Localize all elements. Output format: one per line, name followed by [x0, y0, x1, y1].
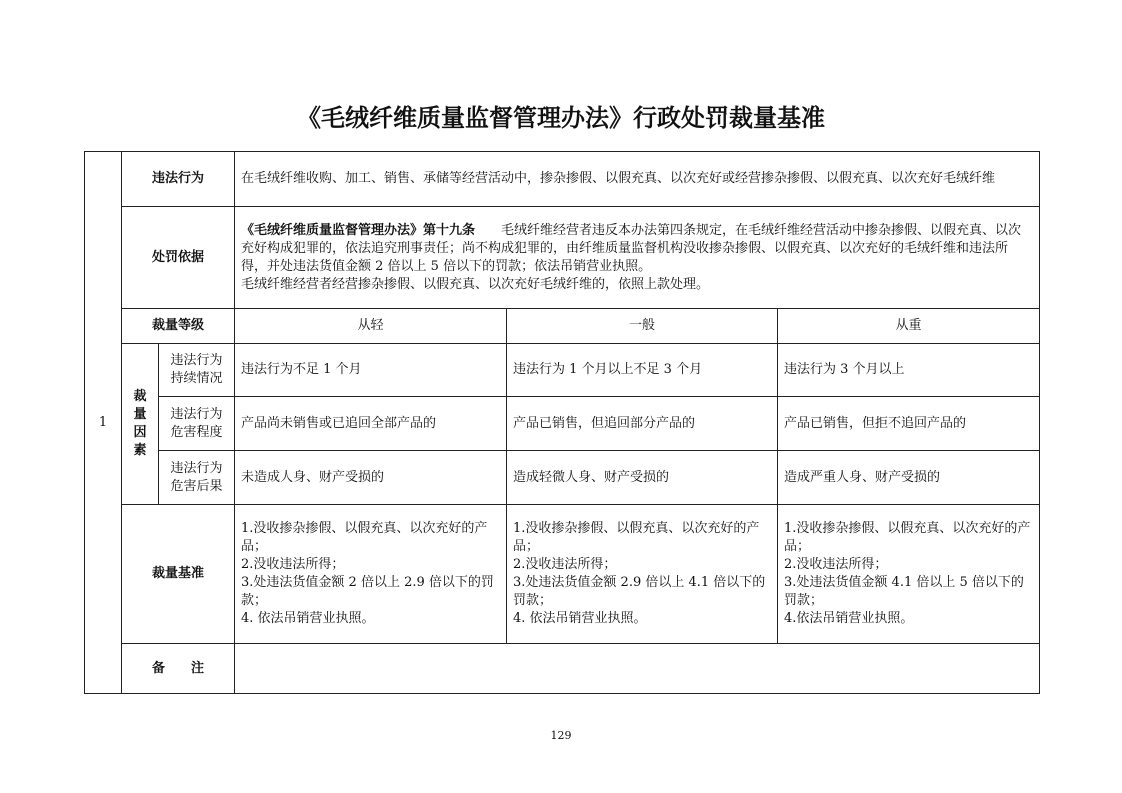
- factor-value: 违法行为 3 个月以上: [778, 344, 1040, 397]
- page-number: 129: [550, 729, 572, 742]
- remark-label: 备 注: [122, 644, 235, 694]
- factor-value: 违法行为不足 1 个月: [235, 344, 507, 397]
- factor-value: 产品已销售，但追回部分产品的: [507, 397, 778, 451]
- level-heavy: 从重: [778, 309, 1040, 344]
- level-normal: 一般: [507, 309, 778, 344]
- basis-text-2: 毛绒纤维经营者经营掺杂掺假、以假充真、以次充好毛绒纤维的，依照上款处理。: [241, 276, 710, 292]
- factor-name: 违法行为危害后果: [159, 451, 235, 505]
- discretion-table: [84, 151, 1040, 694]
- factor-value: 未造成人身、财产受损的: [235, 451, 507, 505]
- standard-label: 裁量基准: [122, 505, 235, 644]
- basis-text-1: 毛绒纤维经营者违反本办法第四条规定，在毛绒纤维经营活动中掺杂掺假、以假充真、以次充好构成犯罪的，依法追究刑事责任；尚不构成犯罪的，由纤维质量监督机构没收掺杂掺假、以假充真、以次充好的毛绒纤维和违法所得，并处违法货值金额 2 倍以上 5 倍以下的罚款；依法吊销营业执照。: [241, 222, 1022, 274]
- page-title: 《毛绒纤维质量监督管理办法》行政处罚裁量基准: [297, 103, 825, 132]
- basis-label: 处罚依据: [122, 207, 235, 309]
- violation-label: 违法行为: [122, 152, 235, 207]
- violation-text: 在毛绒纤维收购、加工、销售、承储等经营活动中，掺杂掺假、以假充真、以次充好或经营掺杂掺假、以假充真、以次充好毛绒纤维: [235, 152, 1040, 207]
- factor-value: 违法行为 1 个月以上不足 3 个月: [507, 344, 778, 397]
- level-label: 裁量等级: [122, 309, 235, 344]
- level-light: 从轻: [235, 309, 507, 344]
- factor-value: 产品已销售，但拒不追回产品的: [778, 397, 1040, 451]
- factor-name: 违法行为危害程度: [159, 397, 235, 451]
- factor-name: 违法行为持续情况: [159, 344, 235, 397]
- standard-light: 1.没收掺杂掺假、以假充真、以次充好的产品； 2.没收违法所得； 3.处违法货值金额 2 倍以上 2.9 倍以下的罚款； 4. 依法吊销营业执照。: [235, 505, 507, 644]
- remark-text: [235, 644, 1040, 694]
- factor-value: 造成严重人身、财产受损的: [778, 451, 1040, 505]
- factor-value: 产品尚未销售或已追回全部产品的: [235, 397, 507, 451]
- basis-cell: [235, 207, 1040, 309]
- standard-normal: 1.没收掺杂掺假、以假充真、以次充好的产品； 2.没收违法所得； 3.处违法货值金额 2.9 倍以上 4.1 倍以下的罚款； 4. 依法吊销营业执照。: [507, 505, 778, 644]
- factor-group-label: 裁 量 因 素: [122, 344, 159, 505]
- sequence-number: 1: [85, 152, 122, 694]
- basis-article: 《毛绒纤维质量监督管理办法》第十九条: [241, 222, 476, 238]
- factor-value: 造成轻微人身、财产受损的: [507, 451, 778, 505]
- standard-heavy: 1.没收掺杂掺假、以假充真、以次充好的产品； 2.没收违法所得； 3.处违法货值金额 4.1 倍以上 5 倍以下的罚款； 4.依法吊销营业执照。: [778, 505, 1040, 644]
